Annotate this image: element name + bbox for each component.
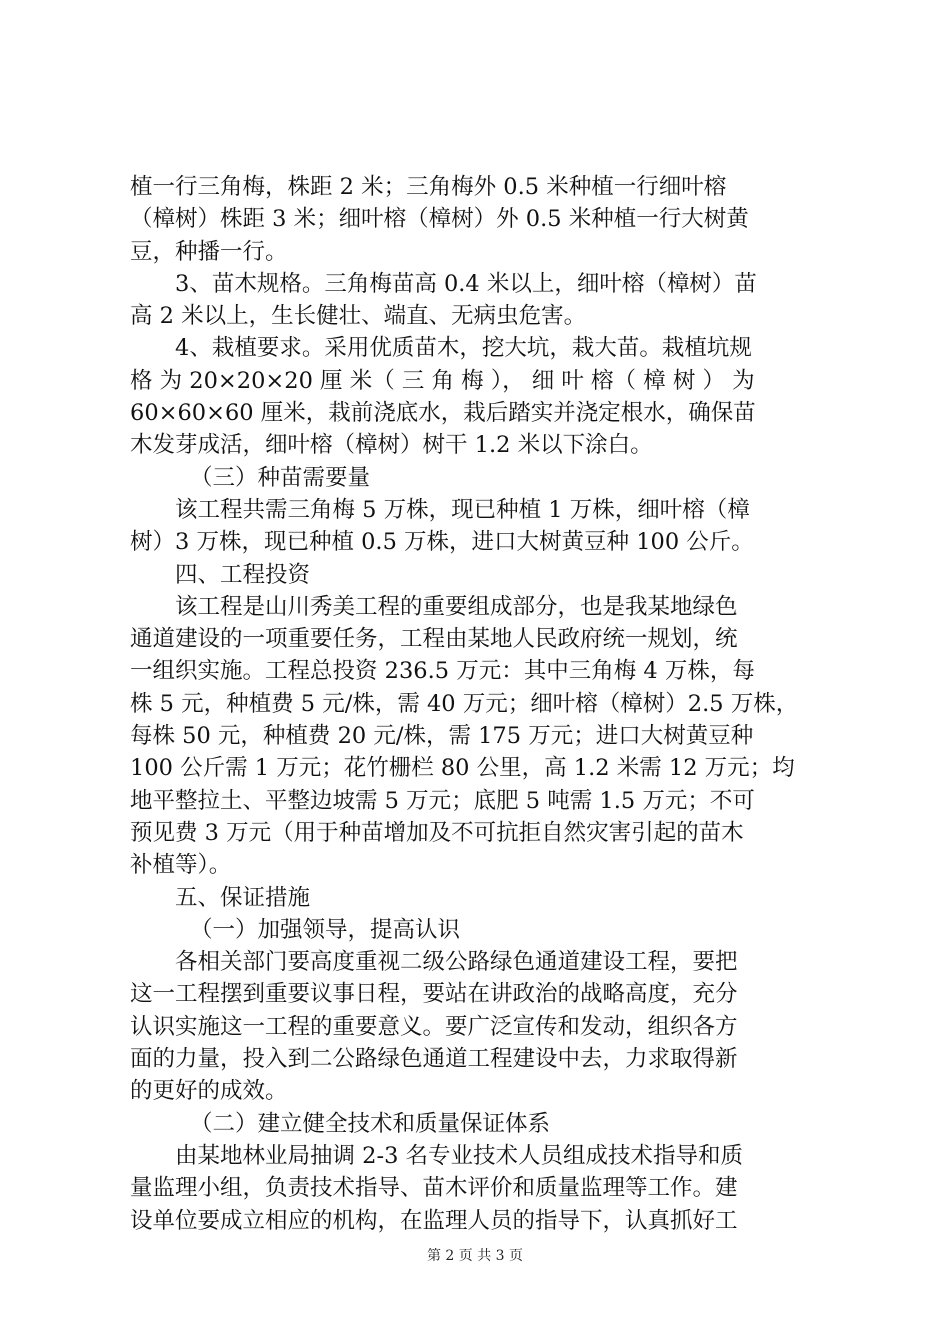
- page-number-footer: 第 2 页 共 3 页: [426, 1248, 524, 1264]
- text-line: 补植等）。: [130, 852, 232, 879]
- text-line: 每株 50 元，种植费 20 元/株，需 175 万元；进口大树黄豆种: [130, 723, 754, 750]
- text-line: 60×60×60 厘米，栽前浇底水，栽后踏实并浇定根水，确保苗: [130, 400, 756, 427]
- section-heading: 五、保证措施: [175, 884, 311, 911]
- section-heading: （一）加强领导，提高认识: [190, 916, 461, 943]
- text-line: 该工程共需三角梅 5 万株，现已种植 1 万株，细叶榕（樟: [175, 496, 750, 523]
- text-line: （樟树）株距 3 米；细叶榕（樟树）外 0.5 米种植一行大树黄: [130, 206, 749, 233]
- text-line: 豆，种播一行。: [130, 238, 288, 265]
- document-body: [130, 171, 842, 1237]
- text-line: 量监理小组，负责技术指导、苗木评价和质量监理等工作。建: [130, 1175, 738, 1202]
- text-line: 地平整拉土、平整边坡需 5 万元；底肥 5 吨需 1.5 万元；不可: [130, 787, 755, 814]
- section-heading: 四、工程投资: [175, 561, 311, 588]
- text-line: 格 为 20×20×20 厘 米（ 三 角 梅 ）， 细 叶 榕（ 樟 树 ） 为: [130, 367, 755, 394]
- text-line: 一组织实施。工程总投资 236.5 万元：其中三角梅 4 万株，每: [130, 658, 755, 685]
- text-line: 3、苗木规格。三角梅苗高 0.4 米以上，细叶榕（樟树）苗: [175, 270, 757, 297]
- section-heading: （二）建立健全技术和质量保证体系: [190, 1110, 551, 1137]
- text-line: 株 5 元，种植费 5 元/株，需 40 万元；细叶榕（樟树）2.5 万株，: [130, 690, 799, 717]
- text-line: 木发芽成活，细叶榕（樟树）树干 1.2 米以下涂白。: [130, 432, 653, 459]
- text-line: 4、栽植要求。采用优质苗木，挖大坑，栽大苗。栽植坑规: [175, 335, 752, 362]
- text-line: 这一工程摆到重要议事日程，要站在讲政治的战略高度，充分: [130, 981, 738, 1008]
- text-line: 树）3 万株，现已种植 0.5 万株，进口大树黄豆种 100 公斤。: [130, 529, 754, 556]
- text-line: 设单位要成立相应的机构，在监理人员的指导下，认真抓好工: [130, 1207, 738, 1234]
- text-line: 植一行三角梅，株距 2 米；三角梅外 0.5 米种植一行细叶榕: [130, 174, 727, 200]
- text-line: 预见费 3 万元（用于种苗增加及不可抗拒自然灾害引起的苗木: [130, 819, 744, 846]
- text-line: 由某地林业局抽调 2-3 名专业技术人员组成技术指导和质: [175, 1142, 744, 1169]
- text-line: 的更好的成效。: [130, 1078, 288, 1105]
- section-heading: （三）种苗需要量: [190, 464, 371, 491]
- text-line: 100 公斤需 1 万元；花竹栅栏 80 公里，高 1.2 米需 12 万元；均: [130, 755, 795, 782]
- text-line: 该工程是山川秀美工程的重要组成部分，也是我某地绿色: [175, 593, 738, 620]
- text-line: 认识实施这一工程的重要意义。要广泛宣传和发动，组织各方: [130, 1013, 738, 1040]
- text-line: 面的力量，投入到二公路绿色通道工程建设中去，力求取得新: [130, 1046, 738, 1073]
- text-line: 通道建设的一项重要任务，工程由某地人民政府统一规划，统: [130, 626, 738, 653]
- text-line: 高 2 米以上，生长健壮、端直、无病虫危害。: [130, 303, 587, 330]
- text-line: 各相关部门要高度重视二级公路绿色通道建设工程，要把: [175, 949, 738, 976]
